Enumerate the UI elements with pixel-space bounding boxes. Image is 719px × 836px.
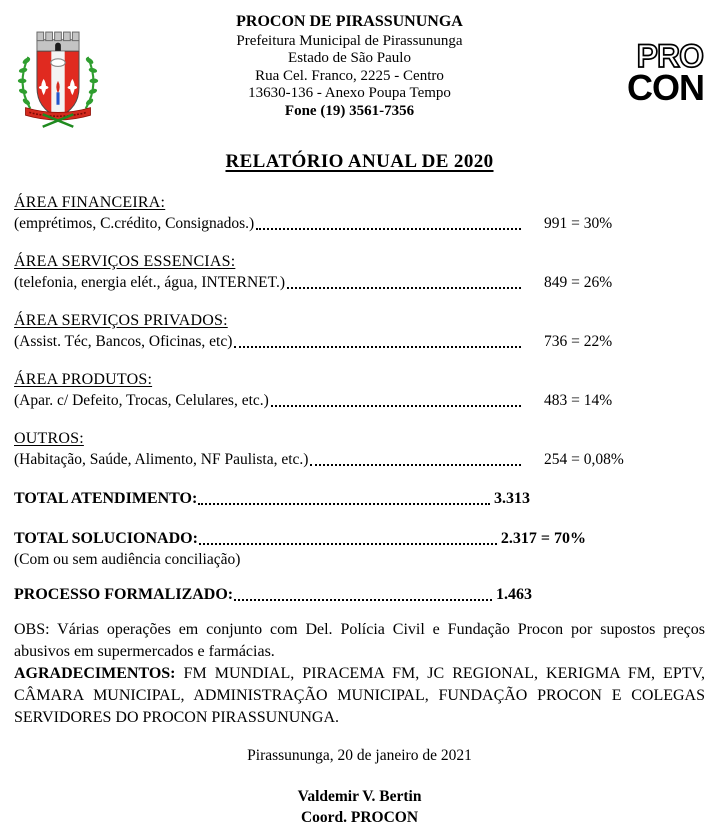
total-note: (Com ou sem audiência conciliação)	[14, 551, 241, 568]
header-text-block	[106, 8, 593, 120]
address-line: Estado de São Paulo	[288, 50, 411, 66]
section-row	[14, 272, 636, 293]
section-outros	[14, 428, 705, 470]
procon-logo	[605, 38, 705, 108]
signature-name: Valdemir V. Bertin	[297, 788, 422, 805]
org-title: PROCON DE PIRASSUNUNGA	[236, 13, 463, 30]
section-row	[14, 390, 636, 411]
document-header	[14, 8, 705, 130]
section-detail: (Apar. c/ Defeito, Trocas, Celulares, etc.)	[14, 392, 269, 409]
section-servicos-essencias	[14, 251, 705, 293]
city-coat-of-arms-icon	[14, 24, 102, 130]
crest-container	[14, 8, 106, 135]
logo-text-con: CON	[627, 67, 704, 108]
dotted-leader	[198, 503, 490, 505]
dotted-leader	[234, 599, 492, 601]
closing-paragraphs	[14, 619, 705, 729]
total-value: 3.313	[494, 490, 530, 507]
processo-formalizado	[14, 584, 705, 605]
dotted-leader	[287, 287, 521, 289]
report-title: RELATÓRIO ANUAL DE 2020	[225, 151, 494, 172]
section-detail: (Habitação, Saúde, Alimento, NF Paulista, etc.)	[14, 451, 309, 468]
section-detail: (Assist. Téc, Bancos, Oficinas, etc)	[14, 333, 233, 350]
dotted-leader	[234, 346, 521, 348]
total-label: TOTAL SOLUCIONADO:	[14, 530, 198, 547]
total-label: TOTAL ATENDIMENTO:	[14, 490, 198, 507]
section-value: 849 = 26%	[544, 274, 613, 291]
dotted-leader	[256, 228, 521, 230]
section-financeira	[14, 192, 705, 234]
section-row	[14, 213, 636, 234]
dotted-leader	[199, 543, 497, 545]
section-detail: (telefonia, energia elét., água, INTERNET.)	[14, 274, 285, 291]
address-line: Prefeitura Municipal de Pirassununga	[236, 32, 463, 49]
thanks-text: FM MUNDIAL, PIRACEMA FM, JC REGIONAL, KERIGMA FM, EPTV, CÂMARA MUNICIPAL, ADMINISTRAÇÃO MUNICIPAL, FUNDAÇÃO PROCON E COLEGAS SERVIDORES DO PROCON PIRASSUNUNGA.	[14, 665, 705, 726]
phone-line: Fone (19) 3561-7356	[284, 102, 415, 119]
dotted-leader	[271, 405, 521, 407]
section-heading: ÁREA FINANCEIRA:	[14, 194, 166, 211]
section-detail: (emprétimos, C.crédito, Consignados.)	[14, 215, 255, 232]
section-heading: OUTROS:	[14, 430, 84, 447]
section-row	[14, 449, 636, 470]
address-line: 13630-136 - Anexo Poupa Tempo	[248, 85, 451, 101]
address-line: Rua Cel. Franco, 2225 - Centro	[255, 67, 444, 84]
total-row	[14, 528, 586, 549]
total-solucionado	[14, 528, 705, 570]
signature-role: Coord. PROCON	[300, 809, 419, 826]
total-row	[14, 584, 532, 605]
section-value: 254 = 0,08%	[544, 451, 624, 468]
section-value: 991 = 30%	[544, 215, 613, 232]
section-servicos-privados	[14, 310, 705, 352]
obs-text: Várias operações em conjunto com Del. Polícia Civil e Fundação Procon por supostos preços abusivos em supermercados e farmácias.	[14, 621, 705, 660]
total-value: 1.463	[496, 586, 532, 603]
thanks-paragraph	[14, 663, 705, 729]
obs-paragraph	[14, 619, 705, 663]
dotted-leader	[310, 464, 521, 466]
thanks-label: AGRADECIMENTOS:	[14, 665, 176, 682]
section-heading: ÁREA SERVIÇOS PRIVADOS:	[14, 312, 228, 329]
section-heading: ÁREA SERVIÇOS ESSENCIAS:	[14, 253, 236, 270]
report-sections	[14, 192, 705, 470]
signature-block	[14, 786, 705, 828]
section-value: 736 = 22%	[544, 333, 613, 350]
totals-block	[14, 488, 705, 605]
total-row	[14, 488, 530, 509]
logo-text-pro: PRO	[636, 38, 703, 74]
obs-label: OBS:	[14, 621, 50, 638]
logo-container	[593, 8, 705, 108]
dateline: Pirassununga, 20 de janeiro de 2021	[247, 747, 472, 764]
section-row	[14, 331, 636, 352]
section-value: 483 = 14%	[544, 392, 613, 409]
section-produtos	[14, 369, 705, 411]
total-atendimento	[14, 488, 705, 509]
section-heading: ÁREA PRODUTOS:	[14, 371, 153, 388]
total-value: 2.317 = 70%	[500, 530, 586, 547]
total-label: PROCESSO FORMALIZADO:	[14, 586, 234, 603]
